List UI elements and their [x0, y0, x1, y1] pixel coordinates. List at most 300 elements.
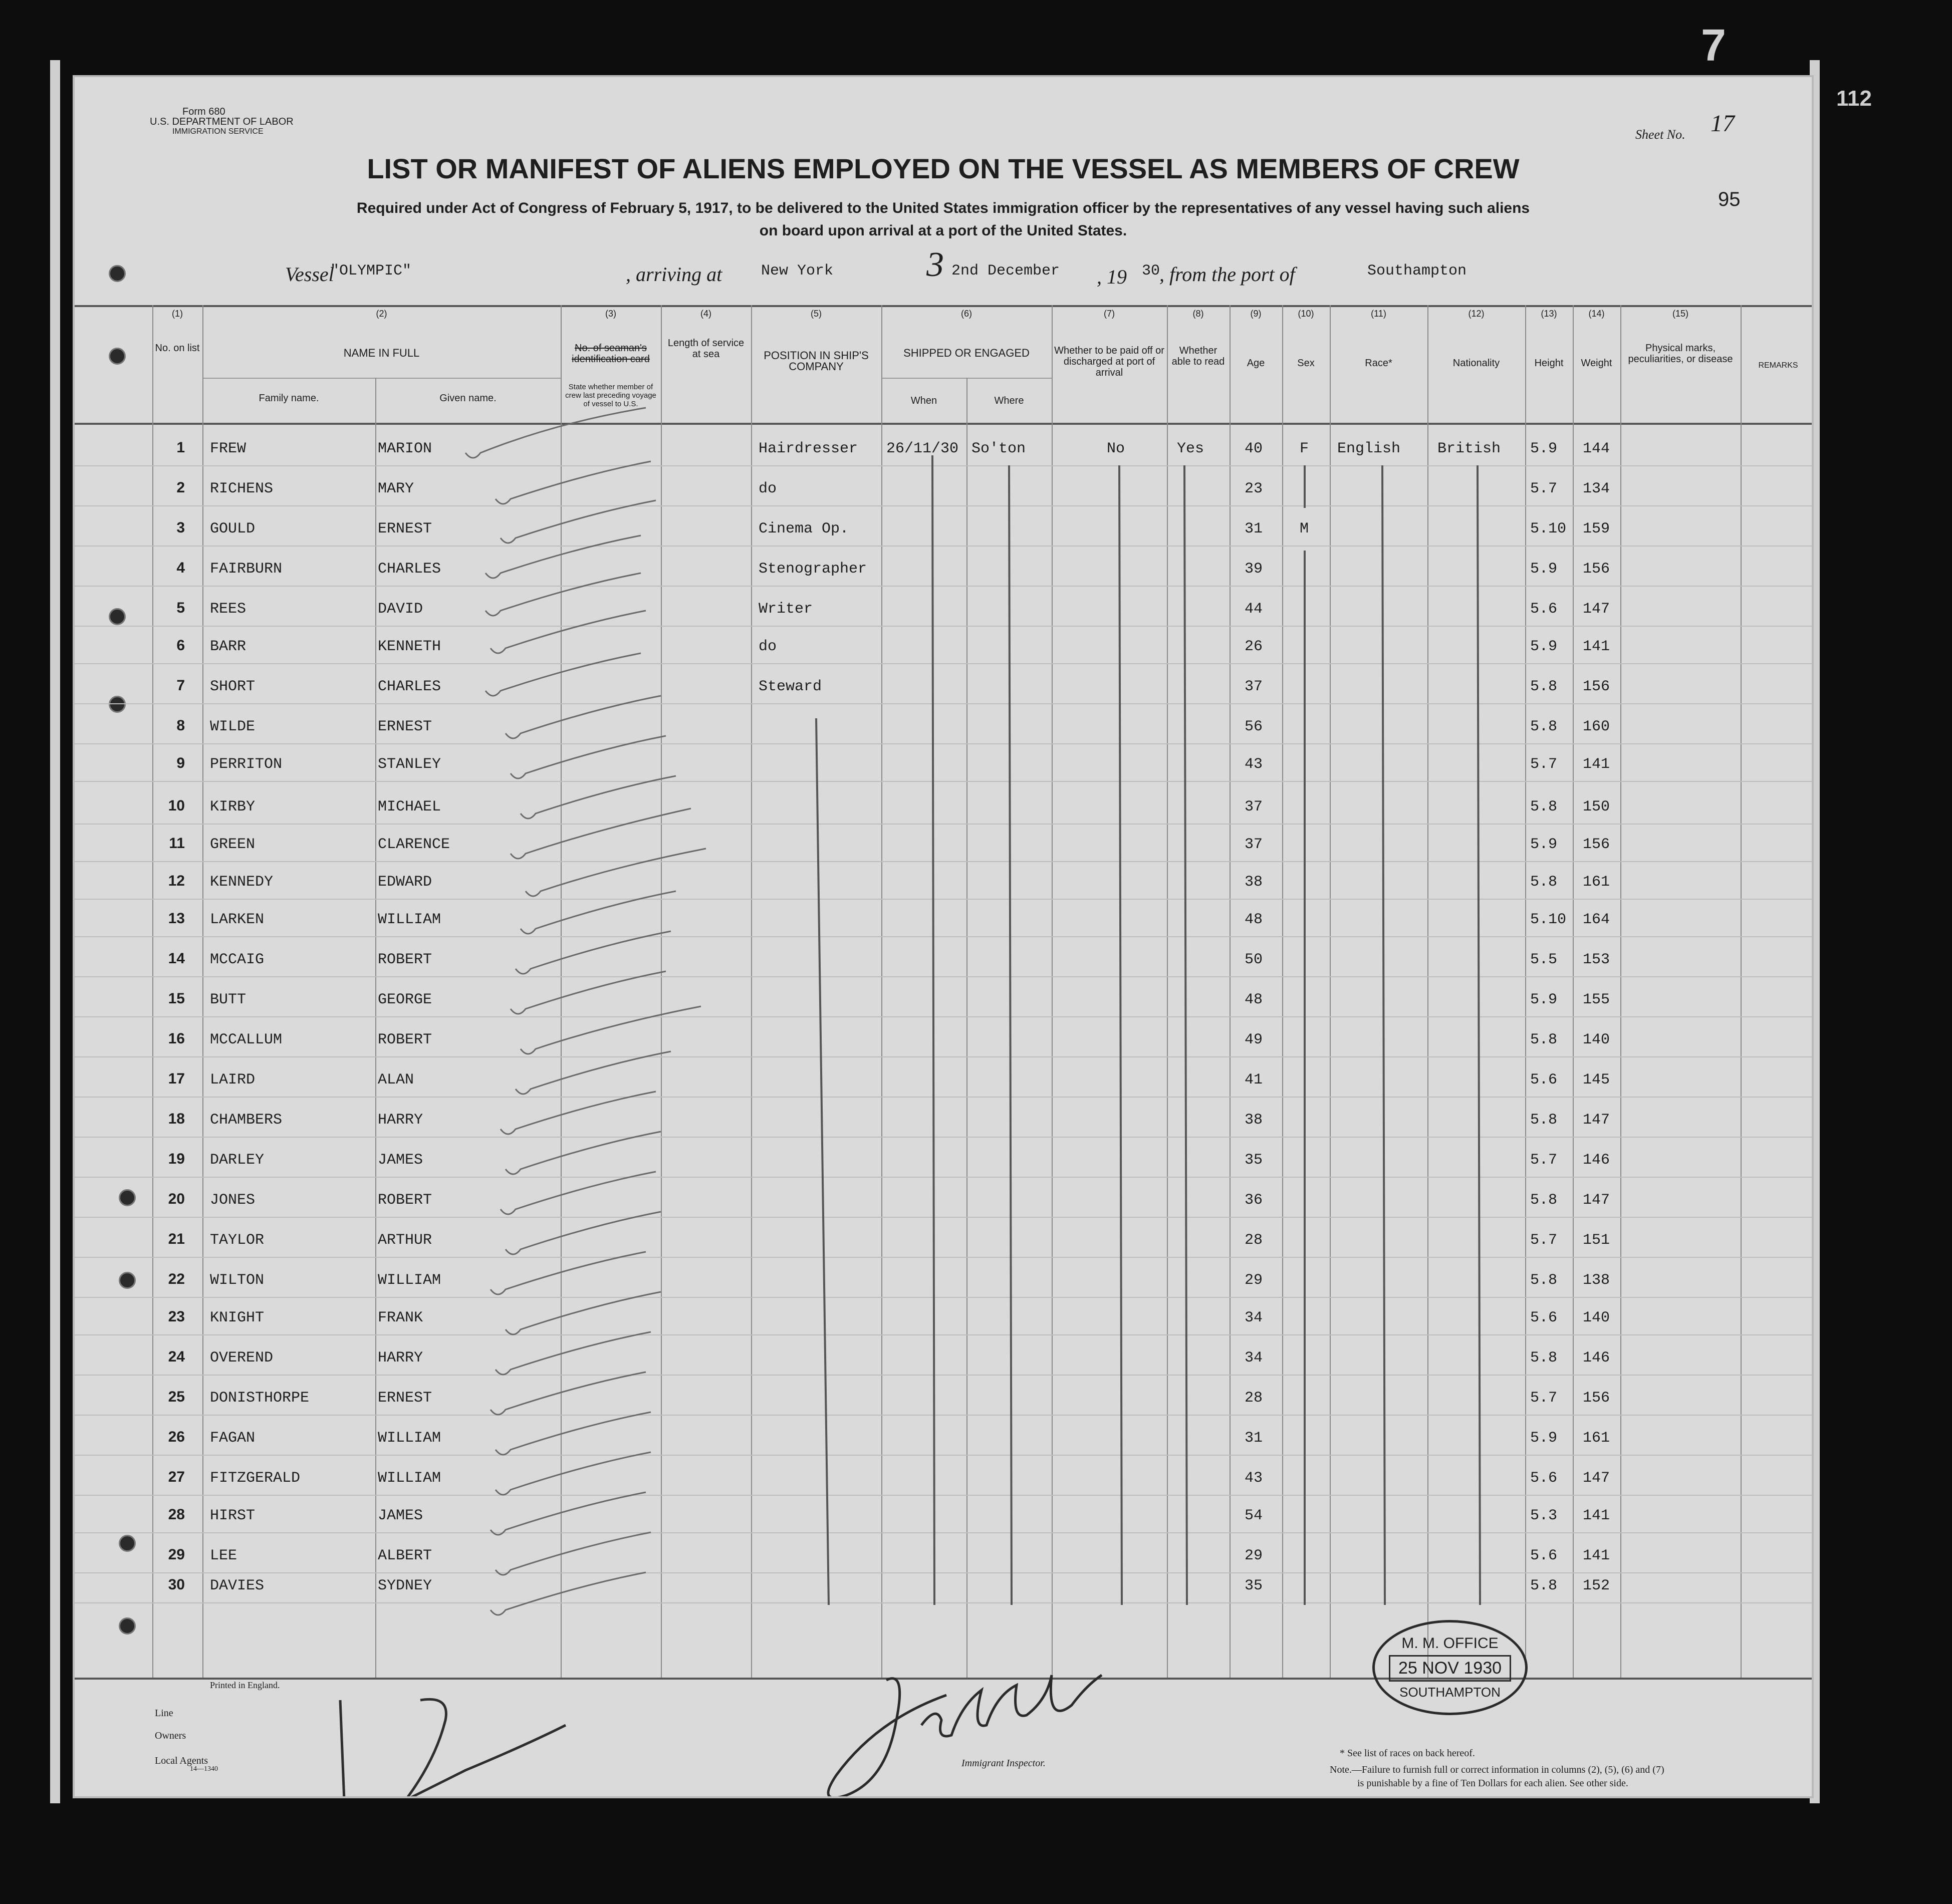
row-number: 25 — [168, 1389, 185, 1405]
col-head-position: POSITION IN SHIP'S COMPANY — [764, 349, 869, 373]
ditto-line — [816, 718, 829, 1605]
printed-in-england: Printed in England. — [210, 1680, 280, 1690]
cell-family-name: MCCAIG — [210, 951, 265, 968]
row-number: 4 — [176, 560, 185, 576]
col-number: (8) — [1192, 309, 1204, 319]
col-head-height: Height — [1534, 358, 1564, 369]
cell-weight: 147 — [1583, 1470, 1610, 1487]
stamp-top: M. M. OFFICE — [1401, 1635, 1499, 1652]
check-mark — [511, 971, 666, 1014]
check-mark — [496, 461, 651, 504]
row-number: 24 — [168, 1348, 185, 1365]
year: 30 — [1142, 262, 1160, 280]
check-mark — [501, 1092, 656, 1134]
cell-age: 31 — [1245, 520, 1263, 537]
cell-shipped-when: 26/11/30 — [886, 440, 959, 457]
cell-family-name: BUTT — [210, 991, 247, 1008]
row-number: 22 — [168, 1271, 185, 1287]
check-mark — [496, 1452, 651, 1495]
page-number: 95 — [1718, 188, 1741, 210]
cell-shipped-where: So'ton — [971, 440, 1026, 457]
cell-given-name: WILLIAM — [378, 1470, 441, 1487]
footer-agents-label: Local Agents — [155, 1755, 208, 1766]
check-mark — [496, 1332, 651, 1375]
cell-position: Stenographer — [759, 561, 867, 578]
cell-weight: 161 — [1583, 874, 1610, 891]
cell-weight: 146 — [1583, 1349, 1610, 1367]
cell-height: 5.8 — [1530, 1112, 1558, 1129]
service: IMMIGRATION SERVICE — [172, 127, 264, 136]
subtitle-line-2: on board upon arrival at a port of the United States. — [759, 222, 1127, 239]
cell-age: 23 — [1245, 480, 1263, 497]
check-mark — [491, 1572, 646, 1615]
col-number: (7) — [1104, 309, 1115, 319]
cell-height: 5.7 — [1530, 1152, 1558, 1169]
check-mark — [521, 891, 676, 934]
stamp-bottom: SOUTHAMPTON — [1399, 1685, 1501, 1700]
ditto-line — [1478, 465, 1480, 1605]
row-number: 28 — [168, 1506, 185, 1523]
check-mark — [496, 1532, 651, 1575]
row-number: 10 — [168, 797, 185, 814]
cell-family-name: CHAMBERS — [210, 1112, 283, 1129]
cell-weight: 161 — [1583, 1430, 1610, 1447]
cell-family-name: KENNEDY — [210, 874, 274, 891]
col-head-paid-off: Whether to be paid off or discharged at port of arrival — [1054, 345, 1164, 378]
cell-given-name: ERNEST — [378, 718, 432, 735]
cell-given-name: ALBERT — [378, 1547, 432, 1564]
cell-family-name: LEE — [210, 1547, 237, 1564]
cell-given-name: MARY — [378, 480, 414, 497]
cell-age: 31 — [1245, 1430, 1263, 1447]
cell-height: 5.8 — [1530, 1031, 1558, 1048]
cell-height: 5.8 — [1530, 1192, 1558, 1209]
cell-family-name: FAGAN — [210, 1430, 256, 1447]
col-number: (11) — [1371, 309, 1386, 319]
cell-height: 5.9 — [1530, 836, 1558, 853]
cell-given-name: ROBERT — [378, 1031, 432, 1048]
cell-given-name: GEORGE — [378, 991, 432, 1008]
cell-family-name: DONISTHORPE — [210, 1390, 310, 1407]
row-number: 21 — [168, 1231, 185, 1247]
cell-family-name: PERRITON — [210, 756, 283, 773]
check-mark — [501, 1172, 656, 1214]
cell-given-name: ALAN — [378, 1071, 414, 1089]
row-number: 11 — [169, 835, 185, 852]
signature-drawing — [828, 1675, 1102, 1798]
row-number: 13 — [168, 910, 185, 927]
frame-edge-left — [50, 60, 60, 1803]
cell-height: 5.10 — [1530, 520, 1567, 537]
cell-height: 5.7 — [1530, 756, 1558, 773]
cell-weight: 140 — [1583, 1309, 1610, 1326]
cell-given-name: CHARLES — [378, 678, 441, 695]
col-number: (2) — [376, 309, 387, 319]
cell-age: 49 — [1245, 1031, 1263, 1048]
cell-family-name: DARLEY — [210, 1152, 265, 1169]
cell-age: 44 — [1245, 601, 1263, 618]
cell-family-name: FAIRBURN — [210, 561, 283, 578]
cell-weight: 147 — [1583, 1112, 1610, 1129]
sheet-number: 17 — [1711, 110, 1735, 137]
subtitle-line-1: Required under Act of Congress of February 5, 1917, to be delivered to the United States immigration officer by the representatives of any vessel having such aliens — [356, 200, 1530, 216]
check-mark — [511, 808, 691, 859]
col-number: (14) — [1588, 309, 1605, 319]
cell-given-name: CLARENCE — [378, 836, 450, 853]
cell-given-name: DAVID — [378, 601, 423, 618]
cell-age: 34 — [1245, 1349, 1263, 1367]
cell-family-name: JONES — [210, 1192, 256, 1209]
races-note: * See list of races on back hereof. — [1340, 1748, 1475, 1759]
from-label: , from the port of — [1159, 263, 1295, 286]
check-mark — [485, 573, 641, 616]
row-number: 26 — [168, 1429, 185, 1445]
penalty-note-1: Note.—Failure to furnish full or correct information in columns (2), (5), (6) and (7) — [1330, 1764, 1664, 1775]
cell-given-name: JAMES — [378, 1152, 423, 1169]
cell-age: 28 — [1245, 1232, 1263, 1249]
cell-weight: 140 — [1583, 1031, 1610, 1048]
cell-given-name: MARION — [378, 440, 432, 457]
cell-weight: 146 — [1583, 1152, 1610, 1169]
col-head-name: NAME IN FULL — [343, 347, 420, 359]
cell-age: 37 — [1245, 798, 1263, 815]
check-mark — [506, 696, 661, 738]
check-mark — [521, 776, 676, 819]
cell-family-name: RICHENS — [210, 480, 274, 497]
cell-height: 5.9 — [1530, 440, 1558, 457]
cell-weight: 156 — [1583, 836, 1610, 853]
cell-age: 54 — [1245, 1507, 1263, 1524]
cell-weight: 156 — [1583, 678, 1610, 695]
cell-family-name: GREEN — [210, 836, 256, 853]
check-mark — [511, 736, 666, 778]
col-head-family: Family name. — [259, 393, 319, 404]
cell-family-name: SHORT — [210, 678, 256, 695]
annotation-marks — [75, 77, 1814, 1798]
check-mark — [491, 611, 646, 653]
col-head-seaman-card: No. of seaman's identification card — [572, 343, 650, 365]
cell-weight: 159 — [1583, 520, 1610, 537]
cell-weight: 152 — [1583, 1577, 1610, 1594]
cell-height: 5.6 — [1530, 1309, 1558, 1326]
cell-race: English — [1337, 440, 1401, 457]
cell-family-name: FREW — [210, 440, 247, 457]
check-mark — [526, 849, 706, 896]
col-head-sex: Sex — [1297, 358, 1315, 369]
cell-height: 5.3 — [1530, 1507, 1558, 1524]
col-head-race: Race* — [1365, 358, 1392, 369]
cell-family-name: LAIRD — [210, 1071, 256, 1089]
cell-given-name: ROBERT — [378, 1192, 432, 1209]
check-mark — [516, 931, 671, 974]
col-number: (3) — [605, 309, 616, 319]
cell-given-name: STANLEY — [378, 756, 441, 773]
cell-given-name: CHARLES — [378, 561, 441, 578]
check-mark — [465, 408, 646, 458]
cell-age: 43 — [1245, 1470, 1263, 1487]
cell-position: Cinema Op. — [759, 520, 849, 537]
row-number: 5 — [176, 600, 185, 616]
row-number: 29 — [168, 1546, 185, 1563]
cell-family-name: BARR — [210, 638, 247, 655]
col-number: (5) — [811, 309, 822, 319]
vessel-label: Vessel — [285, 263, 334, 286]
cell-given-name: WILLIAM — [378, 1272, 441, 1289]
cell-age: 28 — [1245, 1390, 1263, 1407]
cell-height: 5.8 — [1530, 798, 1558, 815]
manifest-sheet — [73, 75, 1814, 1798]
col-number: (12) — [1468, 309, 1485, 319]
cell-weight: 141 — [1583, 1547, 1610, 1564]
footer-owners-label: Owners — [155, 1730, 186, 1741]
cell-given-name: FRANK — [378, 1309, 423, 1326]
cell-age: 48 — [1245, 911, 1263, 928]
row-number: 18 — [168, 1111, 185, 1127]
cell-age: 36 — [1245, 1192, 1263, 1209]
cell-family-name: KNIGHT — [210, 1309, 265, 1326]
cell-position: Writer — [759, 601, 813, 618]
check-mark — [521, 1006, 701, 1054]
cell-weight: 153 — [1583, 951, 1610, 968]
cell-given-name: HARRY — [378, 1349, 423, 1367]
col-number: (4) — [700, 309, 711, 319]
cell-age: 29 — [1245, 1272, 1263, 1289]
check-mark — [506, 1292, 661, 1334]
cell-height: 5.8 — [1530, 1349, 1558, 1367]
cell-age: 43 — [1245, 756, 1263, 773]
cell-family-name: WILTON — [210, 1272, 265, 1289]
cell-age: 41 — [1245, 1071, 1263, 1089]
cell-age: 40 — [1245, 440, 1263, 457]
check-mark — [491, 1252, 646, 1294]
cell-height: 5.9 — [1530, 1430, 1558, 1447]
cell-given-name: WILLIAM — [378, 1430, 441, 1447]
cell-height: 5.5 — [1530, 951, 1558, 968]
page-title: LIST OR MANIFEST OF ALIENS EMPLOYED ON THE VESSEL AS MEMBERS OF CREW — [367, 153, 1520, 184]
col-head-length: Length of service at sea — [667, 338, 745, 360]
cell-height: 5.10 — [1530, 911, 1567, 928]
cell-sex: F — [1300, 440, 1309, 457]
col-head-when: When — [910, 395, 937, 406]
cell-given-name: SYDNEY — [378, 1577, 432, 1594]
col-number: (1) — [172, 309, 183, 319]
cell-age: 48 — [1245, 991, 1263, 1008]
cell-age: 37 — [1245, 836, 1263, 853]
cell-position: do — [759, 480, 777, 497]
year-prefix: , 19 — [1097, 265, 1127, 288]
row-number: 8 — [176, 717, 185, 734]
cell-family-name: MCCALLUM — [210, 1031, 283, 1048]
cell-weight: 141 — [1583, 1507, 1610, 1524]
cell-age: 35 — [1245, 1577, 1263, 1594]
cell-family-name: OVEREND — [210, 1349, 274, 1367]
cell-height: 5.8 — [1530, 1577, 1558, 1594]
cell-position: Hairdresser — [759, 440, 858, 457]
check-mark — [506, 1132, 661, 1174]
check-mark — [491, 1492, 646, 1535]
cell-age: 39 — [1245, 561, 1263, 578]
row-number: 6 — [176, 637, 185, 654]
cell-age: 34 — [1245, 1309, 1263, 1326]
row-number: 14 — [168, 950, 185, 967]
row-number: 30 — [168, 1576, 185, 1593]
arrival-date-handwritten: 3 — [926, 245, 944, 284]
col-number: (10) — [1298, 309, 1314, 319]
cell-weight: 141 — [1583, 756, 1610, 773]
row-number: 1 — [176, 439, 185, 456]
check-mark — [491, 1372, 646, 1415]
col-head-physical: Physical marks, peculiarities, or disease — [1628, 343, 1733, 365]
cell-age: 38 — [1245, 874, 1263, 891]
row-number: 15 — [168, 990, 185, 1007]
cell-weight: 150 — [1583, 798, 1610, 815]
col-head-shipped: SHIPPED OR ENGAGED — [903, 347, 1030, 359]
cell-height: 5.8 — [1530, 678, 1558, 695]
penalty-note-2: is punishable by a fine of Ten Dollars for each alien. See other side. — [1357, 1778, 1628, 1789]
cell-family-name: GOULD — [210, 520, 256, 537]
department: U.S. DEPARTMENT OF LABOR — [150, 116, 294, 127]
cell-given-name: ERNEST — [378, 1390, 432, 1407]
cell-height: 5.6 — [1530, 1547, 1558, 1564]
col-head-nationality: Nationality — [1452, 358, 1500, 369]
cell-given-name: WILLIAM — [378, 911, 441, 928]
col-head-age: Age — [1247, 358, 1265, 369]
corner-number-top: 7 — [1701, 21, 1727, 71]
stamp-date: 25 NOV 1930 — [1389, 1655, 1511, 1682]
cell-age: 56 — [1245, 718, 1263, 735]
cell-family-name: KIRBY — [210, 798, 256, 815]
cell-weight: 141 — [1583, 638, 1610, 655]
cell-weight: 156 — [1583, 1390, 1610, 1407]
row-number: 2 — [176, 479, 185, 496]
cell-weight: 145 — [1583, 1071, 1610, 1089]
cell-height: 5.7 — [1530, 480, 1558, 497]
row-number: 17 — [168, 1070, 185, 1087]
col-number: (6) — [961, 309, 972, 319]
row-number: 12 — [168, 873, 185, 889]
cell-age: 50 — [1245, 951, 1263, 968]
cell-given-name: EDWARD — [378, 874, 432, 891]
cell-age: 38 — [1245, 1112, 1263, 1129]
col-head-given: Given name. — [439, 393, 497, 404]
cell-given-name: HARRY — [378, 1112, 423, 1129]
cell-height: 5.8 — [1530, 718, 1558, 735]
cell-given-name: KENNETH — [378, 638, 441, 655]
footer-line-label: Line — [155, 1708, 173, 1719]
cell-height: 5.9 — [1530, 991, 1558, 1008]
cell-weight: 147 — [1583, 601, 1610, 618]
row-number: 9 — [176, 755, 185, 771]
cell-sex: M — [1300, 520, 1309, 537]
col-number: (13) — [1541, 309, 1557, 319]
row-number: 7 — [176, 677, 185, 694]
col-head-able-read: Whether able to read — [1171, 345, 1225, 367]
inspector-label: Immigrant Inspector. — [961, 1758, 1046, 1769]
cell-weight: 147 — [1583, 1192, 1610, 1209]
check-mark — [516, 1051, 671, 1094]
office-stamp — [1372, 1620, 1528, 1715]
cell-age: 29 — [1245, 1547, 1263, 1564]
cell-family-name: HIRST — [210, 1507, 256, 1524]
corner-number-right: 112 — [1836, 86, 1872, 111]
form-number: Form 680 — [182, 106, 225, 117]
cell-height: 5.7 — [1530, 1232, 1558, 1249]
arriving-port: New York — [761, 262, 834, 280]
arrival-date: 2nd December — [951, 262, 1060, 280]
cell-weight: 156 — [1583, 561, 1610, 578]
cell-height: 5.8 — [1530, 1272, 1558, 1289]
cell-weight: 134 — [1583, 480, 1610, 497]
footer-form-code: 14—1340 — [190, 1765, 218, 1773]
col-head-seaman-note: State whether member of crew last preceding voyage of vessel to U.S. — [565, 383, 656, 408]
vessel-name: "OLYMPIC" — [330, 262, 412, 280]
cell-weight: 138 — [1583, 1272, 1610, 1289]
cell-age: 35 — [1245, 1152, 1263, 1169]
row-number: 3 — [176, 519, 185, 536]
sheet-label: Sheet No. — [1635, 127, 1685, 142]
cell-height: 5.6 — [1530, 1470, 1558, 1487]
col-number: (9) — [1250, 309, 1262, 319]
cell-height: 5.9 — [1530, 561, 1558, 578]
cell-given-name: ARTHUR — [378, 1232, 432, 1249]
row-number: 23 — [168, 1308, 185, 1325]
cell-weight: 164 — [1583, 911, 1610, 928]
cell-family-name: TAYLOR — [210, 1232, 265, 1249]
col-head-remarks: REMARKS — [1758, 361, 1798, 370]
check-mark — [485, 653, 641, 696]
col-head-weight: Weight — [1581, 358, 1612, 369]
check-mark — [506, 1212, 661, 1254]
cell-given-name: ROBERT — [378, 951, 432, 968]
cell-height: 5.8 — [1530, 874, 1558, 891]
cell-given-name: ERNEST — [378, 520, 432, 537]
ditto-line — [932, 455, 934, 1605]
cell-given-name: JAMES — [378, 1507, 423, 1524]
col-number: (15) — [1672, 309, 1688, 319]
col-head-where: Where — [994, 395, 1024, 406]
cell-paid-off: No — [1107, 440, 1125, 457]
arriving-label: , arriving at — [626, 263, 722, 286]
cell-family-name: WILDE — [210, 718, 256, 735]
ditto-line — [1009, 465, 1012, 1605]
cell-family-name: LARKEN — [210, 911, 265, 928]
cell-weight: 144 — [1583, 440, 1610, 457]
cell-able-to-read: Yes — [1177, 440, 1204, 457]
ditto-line — [1184, 465, 1187, 1605]
col-head-no: No. on list — [155, 343, 200, 354]
cell-position: Steward — [759, 678, 822, 695]
row-number: 20 — [168, 1191, 185, 1207]
cell-nationality: British — [1437, 440, 1501, 457]
row-number: 16 — [168, 1030, 185, 1047]
cell-weight: 151 — [1583, 1232, 1610, 1249]
cell-height: 5.7 — [1530, 1390, 1558, 1407]
cell-age: 37 — [1245, 678, 1263, 695]
cell-height: 5.6 — [1530, 1071, 1558, 1089]
cell-position: do — [759, 638, 777, 655]
cell-height: 5.6 — [1530, 601, 1558, 618]
check-mark — [485, 535, 641, 578]
cell-weight: 155 — [1583, 991, 1610, 1008]
cell-family-name: REES — [210, 601, 247, 618]
cell-given-name: MICHAEL — [378, 798, 441, 815]
ditto-line — [1382, 465, 1385, 1605]
check-mark — [496, 1412, 651, 1455]
cell-age: 26 — [1245, 638, 1263, 655]
cell-height: 5.9 — [1530, 638, 1558, 655]
ditto-line — [1119, 465, 1122, 1605]
cell-family-name: DAVIES — [210, 1577, 265, 1594]
